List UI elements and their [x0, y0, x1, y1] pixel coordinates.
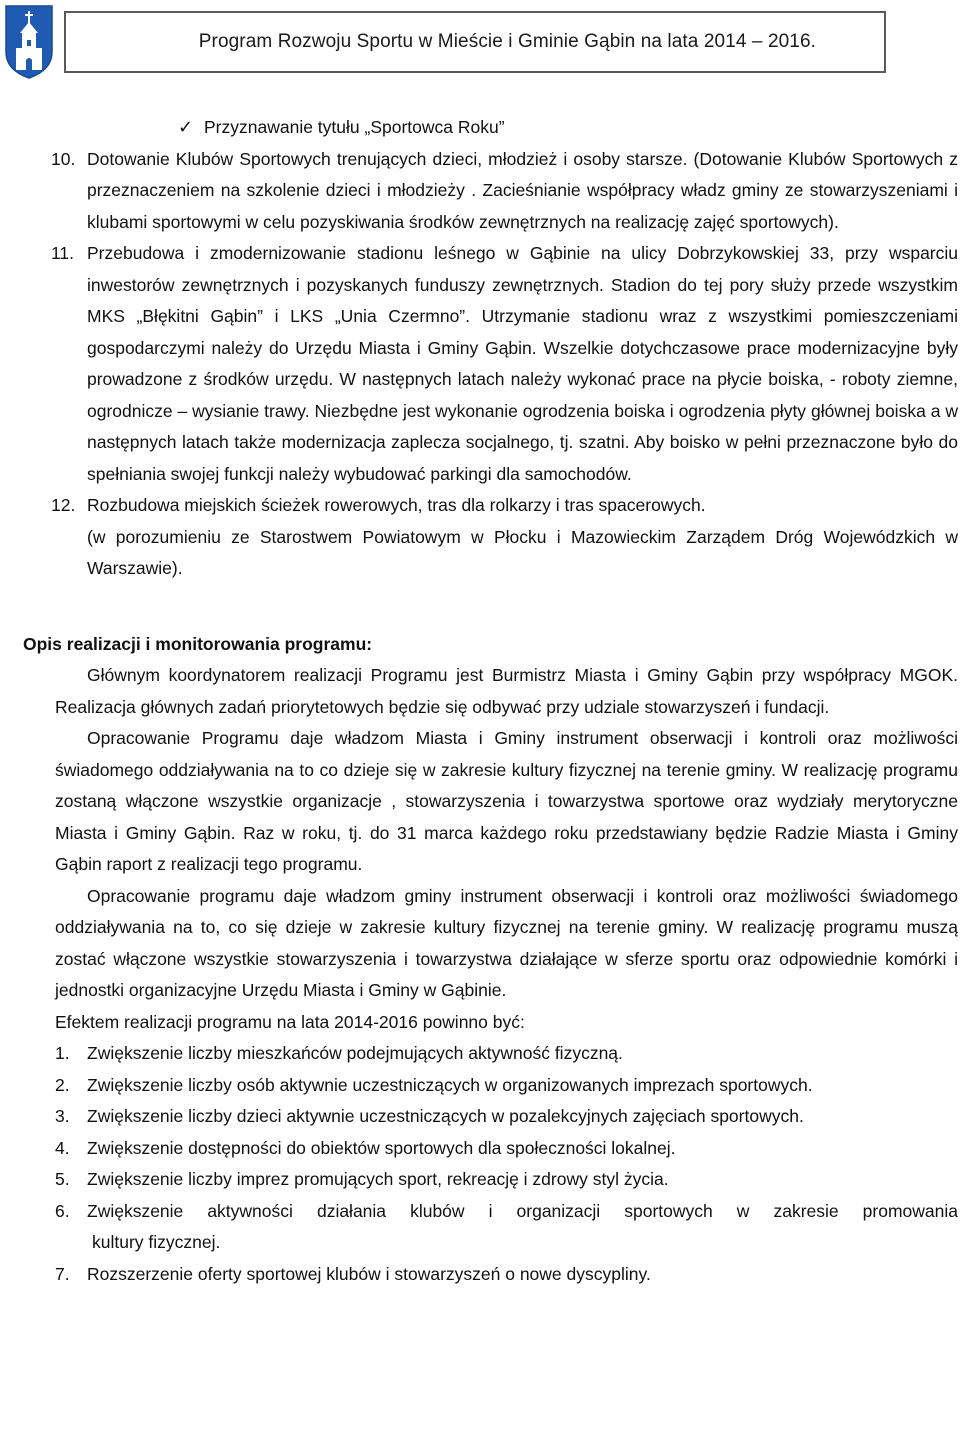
- list-item-12-note: (w porozumieniu ze Starostwem Powiatowym w Płocku i Mazowieckim Zarządem Dróg Wojewódzkich w Warszawie).: [87, 526, 958, 578]
- list-item-number: 10.: [51, 148, 76, 169]
- paragraph: Głównym koordynatorem realizacji Programu jest Burmistrz Miasta i Gminy Gąbin przy współpracy MGOK. Realizacja głównych zadań priorytetowych będzie się odbywać przy udziale stowarzyszeń i fundacji.: [55, 665, 958, 717]
- list-item-number: 5.: [55, 1169, 70, 1189]
- effect-item-7: [0, 1259, 960, 1291]
- document-title: Program Rozwoju Sportu w Mieście i Gminie Gąbin na lata 2014 – 2016.: [198, 31, 816, 52]
- effect-item-6: [0, 1196, 960, 1228]
- list-item-text: Zwiększenie liczby imprez promujących sport, rekreację i zdrowy styl życia.: [87, 1169, 669, 1189]
- list-item-text: Przebudowa i zmodernizowanie stadionu leśnego w Gąbinie na ulicy Dobrzykowskiej 33, przy wsparciu inwestorów zewnętrznych i pozyskanych funduszy zewnętrznych. Stadion do tej pory służy przede wszystkim MKS „Błękitni Gąbin” i LKS „Unia Czermno”. Utrzymanie stadionu wraz z wszystkimi pomieszczeniami gospodarczymi należy do Urzędu Miasta i Gminy Gąbin. Wszelkie dotychczasowe prace modernizacyjne były prowadzone z środków urzędu. W następnych latach należy wykonać prace na płycie boiska, - roboty ziemne, ogrodnicze – wysianie trawy. Niezbędne jest wykonanie ogrodzenia boiska i ogrodzenia płyty głównej boiska a w następnych latach także modernizacja zaplecza socjalnego, tj. szatni. Aby boisko w pełni przeznaczone było do spełniania swojej funkcji należy wybudować parkingi dla samochodów.: [87, 243, 958, 484]
- section-heading: Opis realizacji i monitorowania programu:: [23, 633, 373, 654]
- list-item-number: 2.: [55, 1074, 70, 1095]
- list-item-number: 11.: [51, 243, 75, 263]
- list-item-text: Zwiększenie aktywności działania klubów i organizacji sportowych w zakresie promowania: [87, 1200, 958, 1221]
- check-list-item: ✓ Przyznawanie tytułu „Sportowca Roku”: [0, 112, 960, 144]
- effect-item-2: [0, 1070, 960, 1102]
- list-item-text: Zwiększenie liczby mieszkańców podejmujących aktywność fizyczną.: [87, 1043, 623, 1063]
- list-item-number: 7.: [55, 1263, 70, 1284]
- list-item-text: Rozbudowa miejskich ścieżek rowerowych, tras dla rolkarzy i tras spacerowych.: [87, 495, 706, 515]
- header-title-box: [64, 11, 886, 73]
- gabin-coat-of-arms-logo: [4, 2, 54, 80]
- effect-item-3: [0, 1101, 960, 1133]
- list-item-text: Dotowanie Klubów Sportowych trenujących dzieci, młodzież i osoby starsze. (Dotowanie Klubów Sportowych z przeznaczeniem na szkolenie dzieci i młodzieży . Zacieśnianie współpracy władz gminy ze stowarzyszeniami i klubami sportowymi w celu pozyskiwania środków zewnętrznych na realizację zajęć sportowych).: [87, 148, 958, 232]
- list-item-number: 6.: [55, 1200, 70, 1221]
- list-item-text: kultury fizycznej.: [92, 1232, 221, 1252]
- checkmark-icon: ✓: [178, 117, 194, 137]
- list-item-text: Zwiększenie liczby dzieci aktywnie uczestniczących w pozalekcyjnych zajęciach sportowych.: [87, 1106, 804, 1126]
- effect-item-5: [0, 1164, 960, 1196]
- list-item-11: [0, 238, 960, 490]
- paragraph: Opracowanie programu daje władzom gminy instrument obserwacji i kontroli oraz możliwości świadomego oddziaływania na to, co się dzieje w zakresie kultury fizycznej na terenie gminy. W realizację programu muszą zostać włączone wszystkie stowarzyszenia i towarzystwa działające w sferze sportu oraz odpowiednie komórki i jednostki organizacyjne Urzędu Miasta i Gminy w Gąbinie.: [55, 885, 958, 1000]
- list-item-12: [0, 490, 960, 522]
- list-item-text: Zwiększenie liczby osób aktywnie uczestniczących w organizowanych imprezach sportowych.: [87, 1074, 813, 1095]
- list-item-10: [0, 144, 960, 239]
- paragraph: Opracowanie Programu daje władzom Miasta i Gminy instrument obserwacji i kontroli oraz możliwości świadomego oddziaływania na to co dzieje się w zakresie kultury fizycznej na terenie gminy. W realizację programu zostaną włączone wszystkie organizacje , stowarzyszenia i towarzystwa sportowe oraz wydziały merytoryczne Miasta i Gminy Gąbin. Raz w roku, tj. do 31 marca każdego roku przedstawiany będzie Radzie Miasta i Gminy Gąbin raport z realizacji tego programu.: [55, 728, 958, 874]
- list-item-text: Zwiększenie dostępności do obiektów sportowych dla społeczności lokalnej.: [87, 1137, 676, 1158]
- list-item-number: 12.: [51, 495, 76, 515]
- effect-item-6-continuation: [0, 1227, 960, 1259]
- effects-intro: Efektem realizacji programu na lata 2014-2016 powinno być:: [55, 1011, 525, 1032]
- effect-item-1: [0, 1038, 960, 1070]
- list-item-number: 4.: [55, 1137, 70, 1158]
- list-item-text: Rozszerzenie oferty sportowej klubów i stowarzyszeń o nowe dyscypliny.: [87, 1263, 651, 1284]
- document-body: [0, 112, 960, 1290]
- effect-item-4: [0, 1133, 960, 1165]
- list-item-number: 3.: [55, 1106, 70, 1126]
- list-item-number: 1.: [55, 1043, 70, 1063]
